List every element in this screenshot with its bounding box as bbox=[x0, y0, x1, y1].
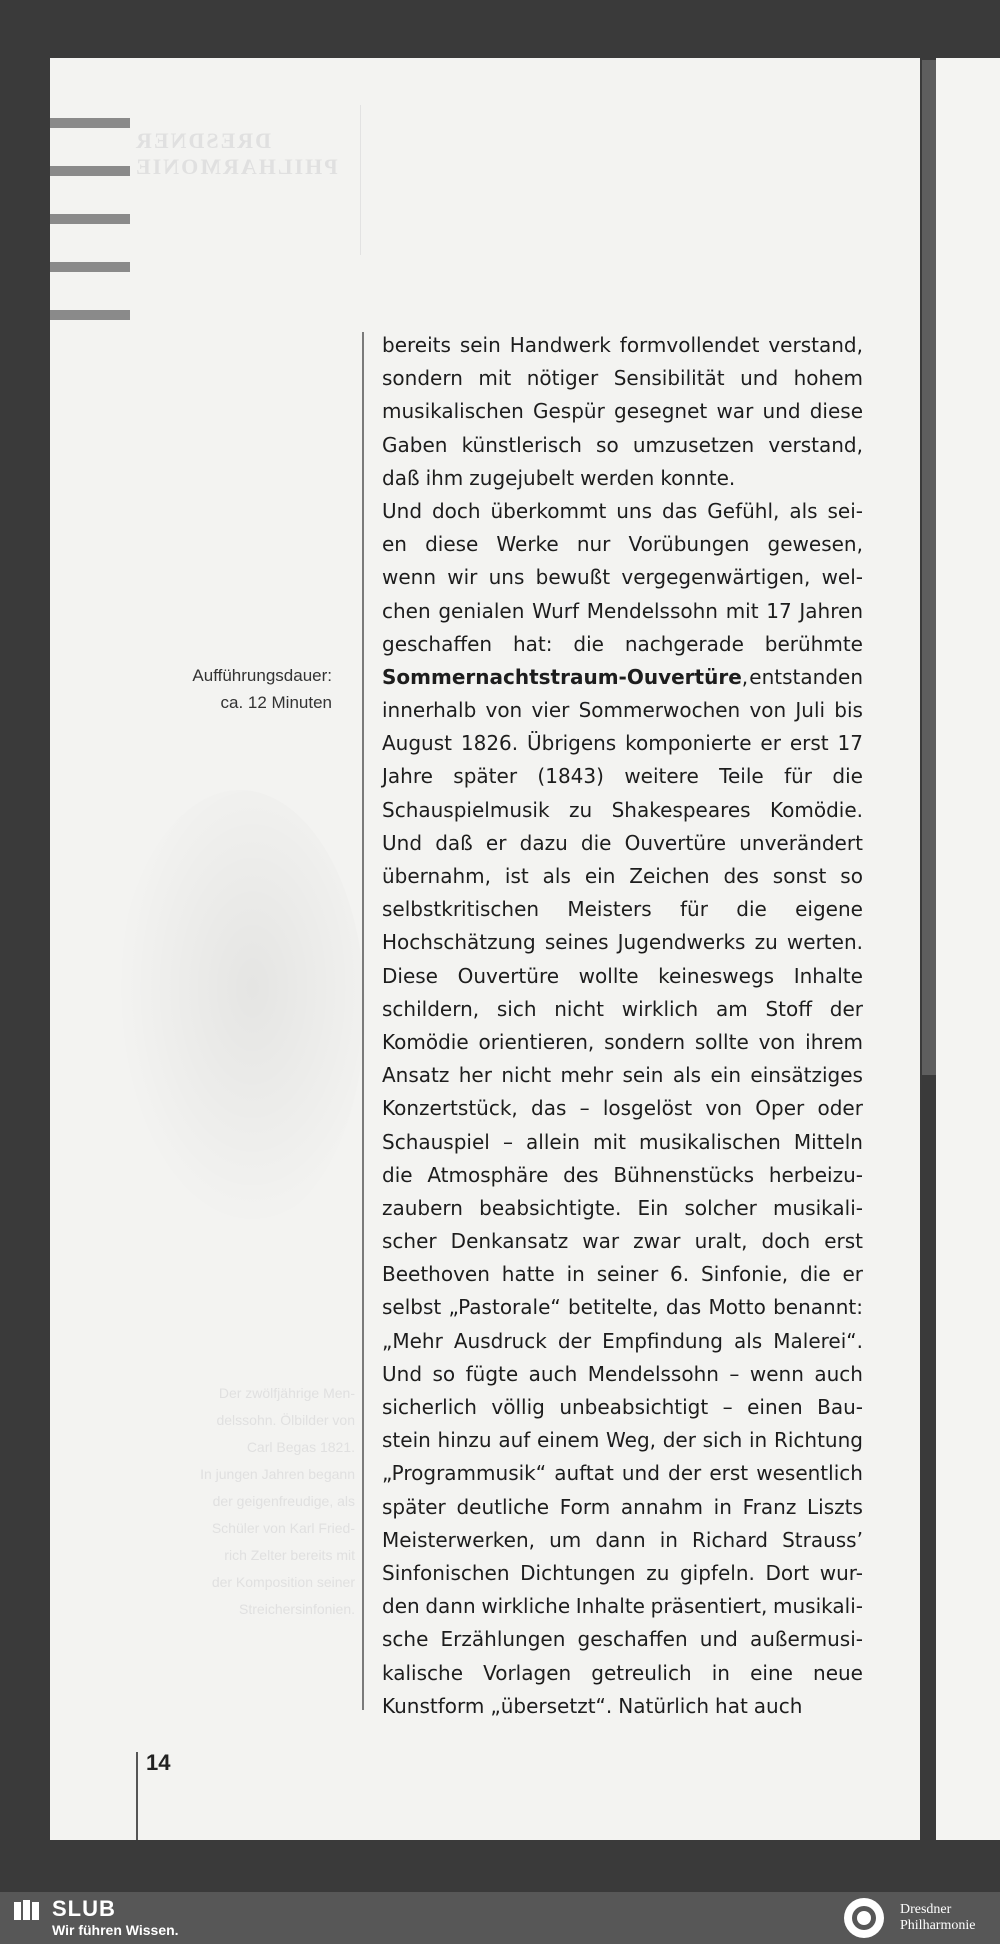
text-line: wenn wir uns bewußt vergegenwärtigen, wel- bbox=[382, 565, 863, 590]
text-line: chen genialen Wurf Mendelssohn mit 17 Jahren bbox=[382, 598, 863, 623]
show-through-portrait bbox=[115, 790, 365, 1230]
text-line: später deutliche Form annahm in Franz Liszts bbox=[382, 1494, 863, 1519]
text-line: Komödie orientieren, sondern sollte von ihrem bbox=[382, 1029, 863, 1054]
text-line: August 1826. Übrigens komponierte er erst 17 bbox=[382, 731, 863, 756]
text-line: die Atmosphäre des Bühnenstücks herbeizu- bbox=[382, 1162, 863, 1187]
text-line: Hochschätzung seines Jugendwerks zu werten. bbox=[382, 930, 863, 955]
text-line: Jahre später (1843) weitere Teile für die bbox=[382, 764, 863, 789]
text-line: selbst „Pastorale“ betitelte, das Motto benannt: bbox=[382, 1295, 863, 1320]
text-line: kalische Vorlagen getreulich in eine neue bbox=[382, 1660, 863, 1685]
show-through-caption-line: der geigenfreudige, als bbox=[212, 1493, 355, 1509]
text-line: daß ihm zugejubelt werden konnte. bbox=[382, 465, 736, 490]
text-line: Schauspielmusik zu Shakespeares Komödie. bbox=[382, 797, 863, 822]
text-line: Meisterwerken, um dann in Richard Strauss’ bbox=[382, 1527, 863, 1552]
column-rule bbox=[362, 332, 364, 1710]
footer-bar bbox=[0, 1892, 1000, 1944]
next-page-edge bbox=[936, 58, 1000, 1840]
text-line: Beethoven hatte in seiner 6. Sinfonie, die er bbox=[382, 1262, 863, 1287]
dresdner-philharmonie-logo-icon[interactable] bbox=[842, 1896, 886, 1940]
show-through-caption-line: In jungen Jahren begann bbox=[200, 1466, 355, 1482]
text-line: stein hinzu auf einem Weg, der sich in Richtung bbox=[382, 1428, 863, 1453]
show-through-caption-line: Carl Begas 1821. bbox=[246, 1439, 355, 1455]
duration-label: Aufführungsdauer: bbox=[192, 666, 332, 685]
show-through-caption-line: der Komposition seiner bbox=[211, 1574, 355, 1590]
text-line: innerhalb von vier Sommerwochen von Juli bis bbox=[382, 698, 863, 723]
text-line: geschaffen hat: die nachgerade berühmte bbox=[382, 631, 863, 656]
text-line: sche Erzählungen geschaffen und außermusi- bbox=[382, 1627, 863, 1652]
slub-claim: Wir führen Wissen. bbox=[52, 1922, 179, 1938]
margin-stripe bbox=[50, 166, 130, 176]
show-through-rule bbox=[360, 105, 361, 255]
page-number: 14 bbox=[146, 1750, 171, 1775]
show-through-caption bbox=[150, 1380, 355, 1623]
show-through-caption-line: Streichersinfonien. bbox=[239, 1601, 355, 1617]
slub-logo-text[interactable]: SLUB bbox=[52, 1896, 116, 1921]
text-line: den dann wirkliche Inhalte präsentiert, musikali- bbox=[382, 1594, 863, 1619]
text-line: übernahm, ist als ein Zeichen des sonst so bbox=[382, 864, 863, 888]
text-line: scher Denkansatz war zwar uralt, doch erst bbox=[382, 1229, 863, 1254]
text-line: „Mehr Ausdruck der Empfindung als Malerei“. bbox=[382, 1328, 863, 1353]
page-edge-shadow bbox=[922, 60, 936, 1075]
show-through-caption-line: delssohn. Ölbilder von bbox=[216, 1412, 355, 1428]
text-line: bereits sein Handwerk formvollendet verstand, bbox=[382, 333, 863, 357]
duration-note bbox=[150, 662, 332, 716]
text-line: sondern mit nötiger Sensibilität und hohem bbox=[382, 366, 863, 391]
page-number-rule bbox=[136, 1752, 138, 1840]
dresdner-philharmonie-text: Dresdner Philharmonie bbox=[900, 1902, 976, 1933]
text-line: musikalischen Gespür gesegnet war und diese bbox=[382, 399, 863, 424]
duration-value: ca. 12 Minuten bbox=[220, 693, 332, 712]
text-line: Und daß er dazu die Ouvertüre unverändert bbox=[382, 830, 863, 855]
text-line: en diese Werke nur Vorübungen gewesen, bbox=[382, 532, 863, 557]
text-line: selbstkritischen Meisters für die eigene bbox=[382, 897, 863, 922]
body-text bbox=[382, 329, 863, 1723]
margin-stripe bbox=[50, 118, 130, 128]
show-through-caption-line: rich Zelter bereits mit bbox=[224, 1547, 355, 1563]
margin-stripe bbox=[50, 310, 130, 320]
text-line: „Programmusik“ auftat und der erst wesentlich bbox=[382, 1461, 863, 1486]
text-line: Ansatz her nicht mehr sein als ein einsätziges bbox=[382, 1063, 863, 1088]
slub-book-icon bbox=[14, 1900, 40, 1922]
margin-stripe bbox=[50, 262, 130, 272]
text-line: Sinfonischen Dichtungen zu gipfeln. Dort wur- bbox=[382, 1560, 863, 1585]
text-line: Schauspiel – allein mit musikalischen Mitteln bbox=[382, 1129, 863, 1154]
show-through-caption-line: Der zwölfjährige Men- bbox=[218, 1385, 355, 1401]
text-line: Konzertstück, das – losgelöst von Oper oder bbox=[382, 1096, 863, 1121]
text-line: schildern, sich nicht wirklich am Stoff der bbox=[382, 996, 863, 1021]
text-line: zaubern beabsichtigte. Ein solcher musikali- bbox=[382, 1195, 863, 1220]
show-through-caption-line: Schüler von Karl Fried- bbox=[211, 1520, 355, 1536]
margin-stripe bbox=[50, 214, 130, 224]
text-line: Sommernachtstraum-Ouvertüre, entstanden bbox=[382, 664, 863, 689]
text-line: Kunstform „übersetzt“. Natürlich hat auch bbox=[382, 1693, 803, 1718]
text-line: Diese Ouvertüre wollte keineswegs Inhalte bbox=[382, 963, 863, 988]
text-line: Gaben künstlerisch so umzusetzen verstand, bbox=[382, 432, 863, 457]
text-line: sicherlich völlig unbeabsichtigt – einen Bau- bbox=[382, 1395, 863, 1419]
text-line: Und so fügte auch Mendelssohn – wenn auch bbox=[382, 1361, 863, 1386]
text-line: Und doch überkommt uns das Gefühl, als sei- bbox=[382, 498, 863, 523]
show-through-logo: DRESDNER PHILHARMONIE bbox=[134, 128, 338, 179]
